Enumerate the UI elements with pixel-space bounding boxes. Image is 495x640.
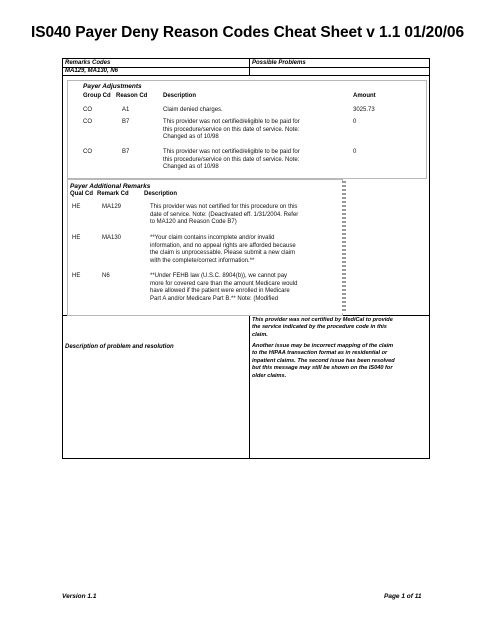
adj-row-2-group: CO bbox=[83, 119, 92, 125]
rem-row-2-code: MA130 bbox=[102, 235, 122, 241]
adjustments-section-title: Payer Adjustments bbox=[83, 83, 142, 90]
col-header-possible-problems: Possible Problems bbox=[252, 60, 306, 66]
adj-header-amount: Amount bbox=[353, 93, 376, 99]
remarks-codes-value: MA129, MA130, N6 bbox=[65, 68, 119, 74]
adj-row-1-amount: 3025.73 bbox=[353, 107, 375, 113]
page-title: IS040 Payer Deny Reason Codes Cheat Sheet v 1.1 01/20/06 bbox=[31, 24, 464, 41]
rem-row-2-qual: HE bbox=[72, 235, 81, 241]
adj-row-3-amount: 0 bbox=[353, 149, 357, 155]
adj-row-1-group: CO bbox=[83, 107, 92, 113]
rem-header-description: Description bbox=[144, 191, 178, 197]
rem-header-remark: Remark Cd bbox=[97, 191, 129, 197]
rem-row-1-qual: HE bbox=[72, 204, 81, 210]
possible-problem-paragraph-2: Another issue may be incorrect mapping of the claim to the HIPAA transaction format as in residential or inpatient claims. The second issue has been resolved but this message may still be shown on the IS040 for older claims. bbox=[252, 343, 395, 379]
description-label: Description of problem and resolution bbox=[65, 344, 174, 350]
adj-header-reason: Reason Cd bbox=[116, 93, 148, 99]
payer-adjustments-panel bbox=[67, 80, 427, 179]
col-header-remarks-codes: Remarks Codes bbox=[65, 60, 111, 66]
col-divider bbox=[249, 59, 250, 76]
row-divider bbox=[63, 75, 429, 76]
adj-row-2-amount: 0 bbox=[353, 119, 357, 125]
adj-row-2-desc: This provider was not certified/eligible to be paid for this procedure/service on this date of service. Note: Changed as of 10/98 bbox=[163, 119, 300, 141]
adj-row-1-desc: Claim denied charges. bbox=[163, 107, 223, 113]
adj-row-3-reason: B7 bbox=[122, 149, 130, 155]
payer-remarks-panel bbox=[67, 179, 343, 316]
rem-row-3-desc: **Under FEHB law (U.S.C. 8904(b)), we cannot pay more for covered care than the amount Medicare would have allowed if the patient were enrolled in Medicare Part A and/or Medicare Part B.** Note: (Modified bbox=[150, 273, 298, 302]
rem-row-1-code: MA129 bbox=[102, 204, 122, 210]
remarks-section-title: Payer Additional Remarks bbox=[70, 183, 151, 190]
rem-header-qual: Qual Cd bbox=[70, 191, 94, 197]
adj-header-group: Group Cd bbox=[83, 93, 111, 99]
adj-row-1-reason: A1 bbox=[122, 107, 130, 113]
footer-version: Version 1.1 bbox=[62, 593, 97, 600]
remarks-scrollbar[interactable] bbox=[342, 181, 346, 313]
rem-row-2-desc: **Your claim contains incomplete and/or invalid information, and no appeal rights are afforded because the claim is unprocessable. Please submit a new claim with the complete/correct information.** bbox=[150, 235, 296, 264]
rem-row-1-desc: This provider was not certified for this procedure on this date of service. Note: (Deactivated eff. 1/31/2004. Refer to MA120 and Reason Code B7) bbox=[150, 204, 299, 226]
possible-problem-paragraph-1: This provider was not certified by MediCal to provide the service indicated by the procedure code in this claim. bbox=[252, 317, 393, 338]
adj-row-3-group: CO bbox=[83, 149, 92, 155]
adj-row-2-reason: B7 bbox=[122, 119, 130, 125]
adj-row-3-desc: This provider was not certified/eligible to be paid for this procedure/service on this date of service. Note: Changed as of 10/98 bbox=[163, 149, 300, 171]
rem-row-3-qual: HE bbox=[72, 273, 81, 279]
adj-header-description: Description bbox=[163, 93, 197, 99]
col-divider bbox=[249, 315, 250, 458]
rem-row-3-code: N6 bbox=[102, 273, 110, 279]
footer-page-number: Page 1 of 11 bbox=[384, 593, 422, 600]
